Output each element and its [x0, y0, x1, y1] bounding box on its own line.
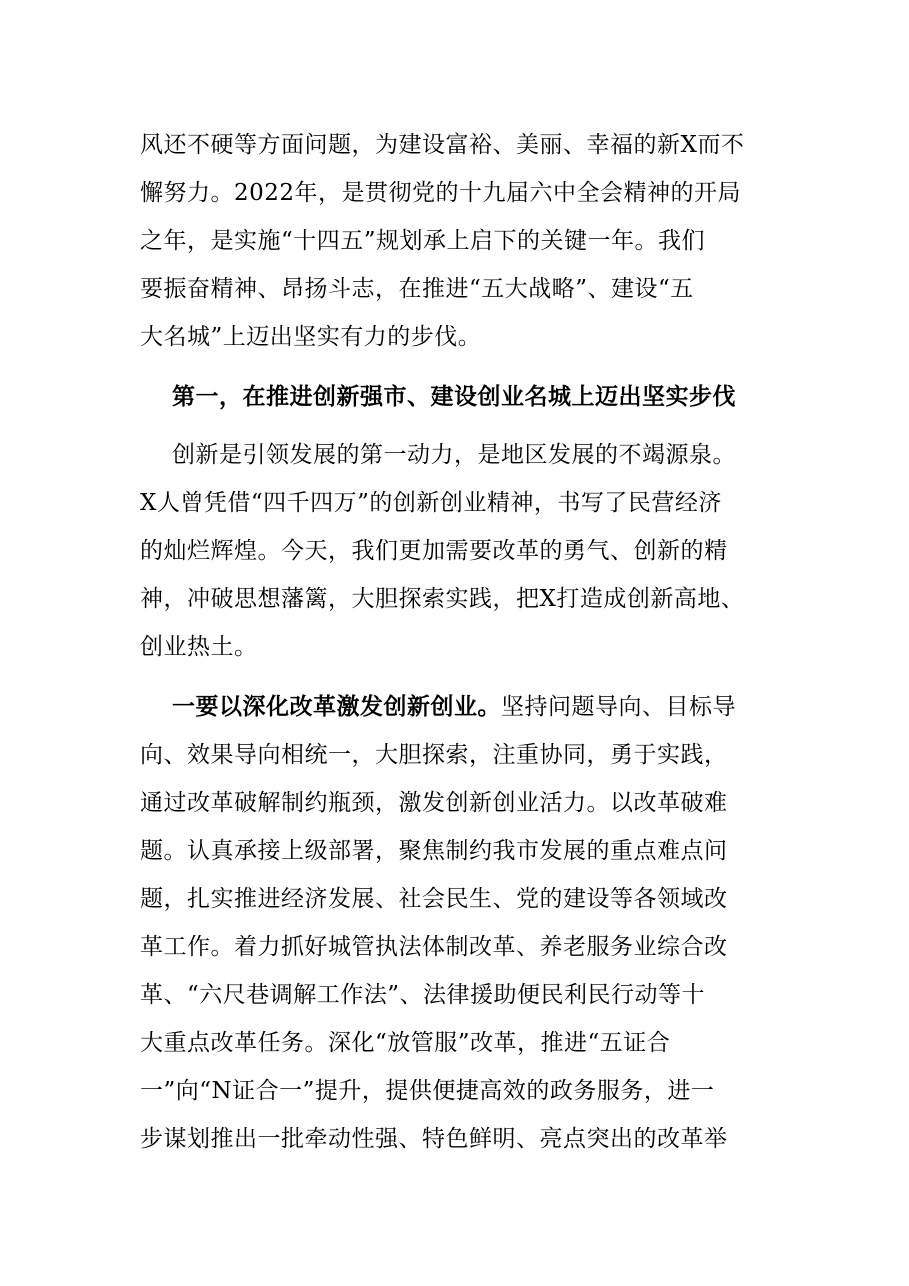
paragraph-1-line-2: 懈努力。2022年，是贯彻党的十九届六中全会精神的开局 [140, 180, 742, 206]
paragraph-3-line-9: 一”向“N证合一”提升，提供便捷高效的政务服务，进一 [140, 1078, 715, 1104]
paragraph-1-line-5: 大名城”上迈出坚实有力的步伐。 [140, 324, 482, 350]
section-heading: 第一，在推进创新强市、建设创业名城上迈出坚实步伐 [172, 383, 736, 410]
paragraph-3-line-5: 题，扎实推进经济发展、社会民生、党的建设等各领域改 [140, 886, 728, 912]
paragraph-3-first-rest: 坚持问题导向、目标导 [501, 694, 736, 720]
paragraph-1-line-3: 之年，是实施“十四五”规划承上启下的关键一年。我们 [140, 228, 706, 254]
paragraph-1-line-1: 风还不硬等方面问题，为建设富裕、美丽、幸福的新X而不 [140, 132, 745, 158]
paragraph-1-line-4: 要振奋精神、昂扬斗志，在推进“五大战略”、建设“五 [140, 276, 694, 302]
paragraph-3-line-7: 革、“六尺巷调解工作法”、法律援助便民利民行动等十 [140, 982, 706, 1008]
paragraph-3-line-2: 向、效果导向相统一，大胆探索，注重协同，勇于实践， [140, 742, 728, 768]
paragraph-2-line-1: 创新是引领发展的第一动力，是地区发展的不竭源泉。 [172, 442, 736, 468]
paragraph-2-line-5: 创业热土。 [140, 634, 258, 660]
paragraph-2-line-4: 神，冲破思想藩篱，大胆探索实践，把X打造成创新高地、 [140, 586, 745, 612]
paragraph-2-line-3: 的灿烂辉煌。今天，我们更加需要改革的勇气、创新的精 [140, 538, 728, 564]
paragraph-3-lead: 一要以深化改革激发创新创业。 [172, 693, 501, 720]
paragraph-3-line-10: 步谋划推出一批牵动性强、特色鲜明、亮点突出的改革举 [140, 1126, 728, 1152]
paragraph-3-line-1 [172, 692, 812, 722]
paragraph-3-line-4: 题。认真承接上级部署，聚焦制约我市发展的重点难点问 [140, 838, 728, 864]
paragraph-2-line-2: X人曾凭借“四千四万”的创新创业精神，书写了民营经济 [140, 490, 722, 516]
paragraph-3-line-3: 通过改革破解制约瓶颈，激发创新创业活力。以改革破难 [140, 790, 728, 816]
paragraph-3-line-6: 革工作。着力抓好城管执法体制改革、养老服务业综合改 [140, 934, 728, 960]
paragraph-3-line-8: 大重点改革任务。深化“放管服”改革，推进“五证合 [140, 1030, 671, 1056]
